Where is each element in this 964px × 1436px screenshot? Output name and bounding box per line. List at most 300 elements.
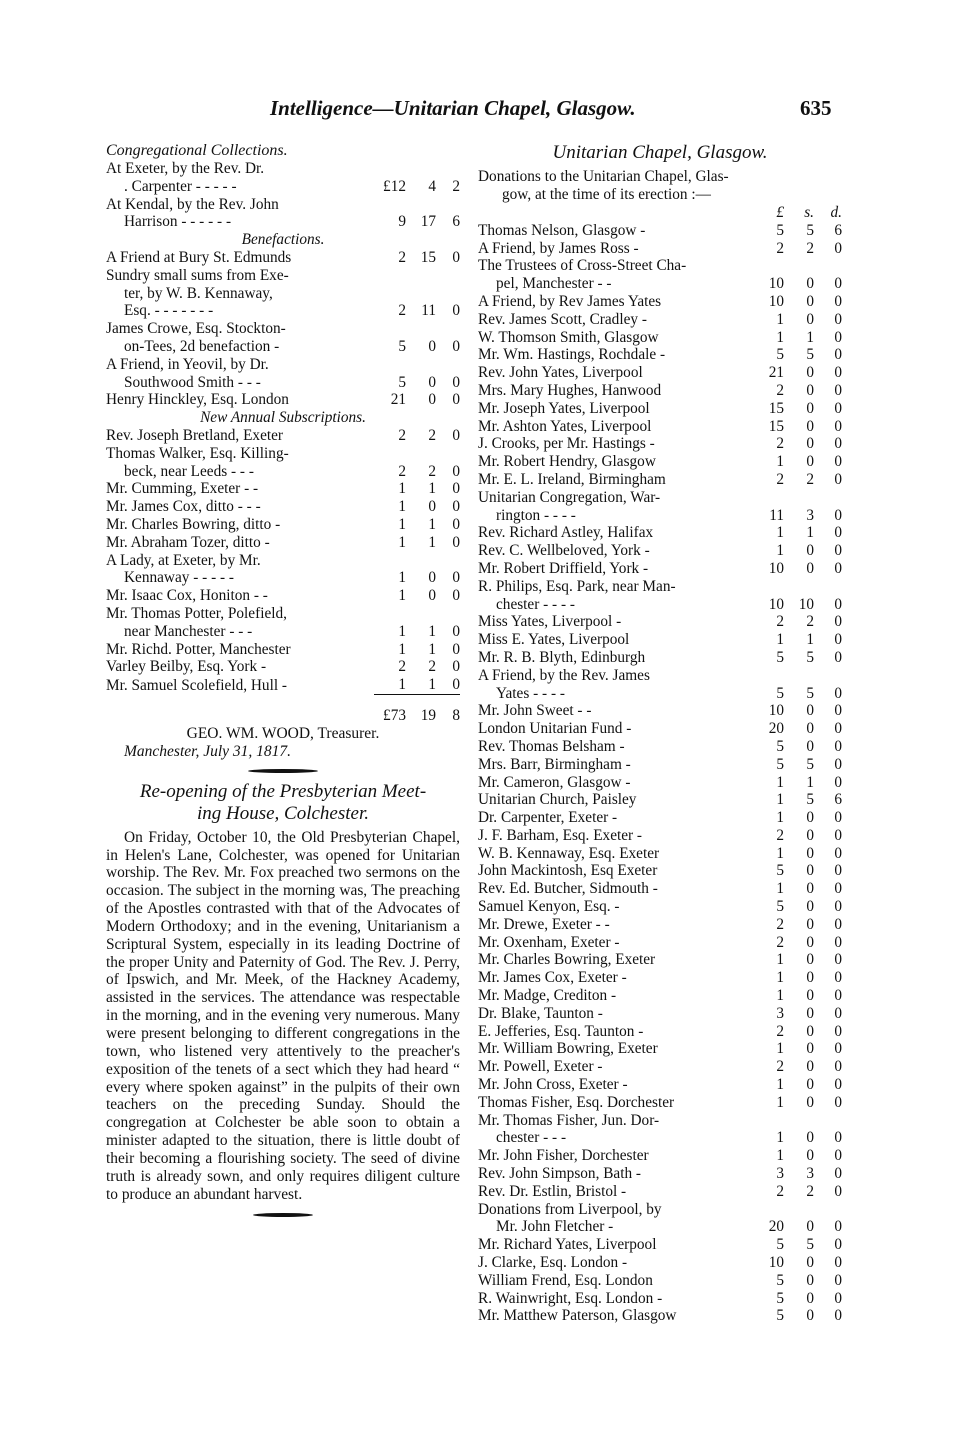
entry-pounds	[374, 320, 406, 338]
donation-row	[478, 471, 842, 489]
entry-pounds: 5	[776, 221, 784, 239]
entry-pence	[436, 160, 460, 178]
entry-pounds: 5	[398, 337, 406, 355]
entry-shillings: 1	[806, 328, 814, 346]
entry-pounds: 10	[768, 559, 784, 577]
entry-text: Mr. Joseph Yates, Liverpool	[478, 399, 650, 417]
entry-text: Mr. Charles Bowring, ditto -	[106, 515, 281, 533]
entry-pence: 0	[834, 915, 842, 933]
entry-pence	[436, 605, 460, 623]
entry-text: Mr. Isaac Cox, Honiton - -	[106, 587, 268, 605]
donation-row	[478, 364, 842, 382]
entry-text: Samuel Kenyon, Esq. -	[478, 898, 620, 916]
entry-text: . Carpenter - - - - -	[124, 177, 237, 195]
entry-pounds: 5	[776, 1271, 784, 1289]
subscription-row	[106, 623, 460, 641]
entry-shillings: 0	[806, 1076, 814, 1094]
entry-shillings: 1	[806, 524, 814, 542]
pounds-header: £	[776, 204, 784, 221]
entry-pounds: 2	[776, 381, 784, 399]
entry-shillings: 0	[428, 587, 436, 605]
entry-text: The Trustees of Cross-Street Cha-	[478, 257, 687, 275]
donation-row	[478, 774, 842, 792]
entry-text: Rev. Dr. Estlin, Bristol -	[478, 1182, 627, 1200]
entry-shillings: 2	[428, 426, 436, 444]
entry-pence: 0	[452, 498, 461, 516]
entry-pence: 0	[452, 462, 461, 480]
donation-row	[478, 916, 842, 934]
entry-pence: 0	[834, 773, 842, 791]
subscription-row	[106, 463, 460, 481]
entry-pence: 0	[834, 524, 842, 542]
subscription-row	[106, 676, 460, 694]
donations-intro	[478, 168, 842, 204]
entry-pounds: 5	[776, 755, 784, 773]
entry-pence: 6	[452, 213, 460, 231]
donation-row	[478, 596, 842, 614]
entry-shillings	[406, 285, 436, 303]
entry-text: pel, Manchester - -	[496, 275, 612, 293]
entry-text: Mr. R. B. Blyth, Edinburgh	[478, 648, 646, 666]
entry-text: Miss E. Yates, Liverpool	[478, 631, 630, 649]
donation-row	[478, 1307, 842, 1325]
entry-pence: 0	[834, 684, 842, 702]
entry-text: Rev. Richard Astley, Halifax	[478, 524, 654, 542]
donation-row	[478, 951, 842, 969]
entry-shillings	[784, 667, 814, 685]
donations-table	[478, 204, 842, 1325]
entry-shillings: 0	[428, 337, 436, 355]
donation-row	[478, 987, 842, 1005]
entry-text: At Exeter, by the Rev. Dr.	[106, 160, 265, 177]
total-row	[106, 694, 460, 724]
entry-text: Mr. Madge, Crediton -	[478, 987, 617, 1005]
entry-shillings: 0	[806, 826, 814, 844]
running-title: Intelligence—Unitarian Chapel, Glasgow.	[270, 96, 636, 120]
donation-row	[478, 969, 842, 987]
entry-shillings: 0	[806, 862, 814, 880]
entry-pounds: 1	[776, 969, 784, 987]
entry-shillings	[784, 1112, 814, 1130]
entry-text: Mr. James Cox, Exeter -	[478, 969, 627, 987]
donation-row	[478, 934, 842, 952]
entry-pounds	[750, 1201, 784, 1219]
benefaction-row	[106, 285, 460, 303]
page-number: 635	[800, 96, 832, 120]
entry-pence: 0	[834, 542, 842, 560]
donation-row	[478, 756, 842, 774]
article-title	[106, 781, 460, 825]
entry-text: Rev. John Simpson, Bath -	[478, 1165, 642, 1183]
currency-header	[478, 204, 842, 222]
donation-row	[478, 649, 842, 667]
donation-row	[478, 275, 842, 293]
entry-text: Thomas Fisher, Esq. Dorchester	[478, 1093, 675, 1111]
entry-pence	[814, 489, 842, 507]
entry-text: Mrs. Mary Hughes, Hanwood	[478, 381, 662, 399]
entry-pence	[436, 356, 460, 374]
entry-shillings: 0	[806, 310, 814, 328]
entry-pence: 0	[452, 480, 461, 498]
entry-text: R. Wainwright, Esq. London -	[478, 1289, 663, 1307]
entry-text: Mrs. Barr, Birmingham -	[478, 755, 631, 773]
subscription-row	[106, 516, 460, 534]
entry-pence: 0	[834, 987, 842, 1005]
benefaction-row	[106, 249, 460, 267]
entry-text: Esq. - - - - - - -	[124, 302, 214, 320]
donation-row	[478, 738, 842, 756]
article-title-line-2: ing House, Colchester.	[196, 802, 370, 824]
entry-pence: 0	[452, 533, 461, 551]
entry-pence: 0	[834, 880, 842, 898]
entry-text: J. F. Barham, Esq. Exeter -	[478, 826, 643, 844]
entry-text: Rev. James Scott, Cradley -	[478, 310, 647, 328]
entry-pence: 0	[834, 470, 842, 488]
donation-row	[478, 578, 842, 596]
entry-text: A Friend, in Yeovil, by Dr.	[106, 355, 269, 373]
entry-text: Rev. Ed. Butcher, Sidmouth -	[478, 880, 658, 898]
entry-pence: 0	[834, 702, 842, 720]
collections-table	[106, 160, 460, 231]
donation-row	[478, 257, 842, 275]
entry-pence: 0	[834, 1076, 842, 1094]
donation-row	[478, 1076, 842, 1094]
entry-pence: 0	[834, 1236, 842, 1254]
entry-shillings: 0	[806, 880, 814, 898]
entry-shillings: 0	[806, 915, 814, 933]
donation-row	[478, 613, 842, 631]
shillings-header: s.	[804, 204, 814, 221]
benefaction-row	[106, 267, 460, 285]
entry-shillings: 2	[806, 239, 814, 257]
entry-pence	[436, 285, 460, 303]
entry-pence: 0	[834, 933, 842, 951]
entry-pence: 0	[834, 346, 842, 364]
entry-pence: 0	[452, 569, 461, 587]
benefaction-row	[106, 374, 460, 392]
entry-pounds: 1	[776, 880, 784, 898]
entry-pence: 0	[452, 302, 461, 320]
donation-row	[478, 1094, 842, 1112]
entry-pence: 0	[834, 898, 842, 916]
donation-row	[478, 222, 842, 240]
entry-pounds: 1	[776, 791, 784, 809]
donation-row	[478, 898, 842, 916]
donation-row	[478, 293, 842, 311]
entry-text: James Crowe, Esq. Stockton-	[106, 320, 286, 338]
entry-shillings: 0	[806, 969, 814, 987]
entry-pounds: 1	[776, 1093, 784, 1111]
entry-pence	[814, 667, 842, 685]
entry-pence	[436, 445, 460, 463]
entry-shillings: 0	[806, 559, 814, 577]
entry-pence: 0	[834, 399, 842, 417]
entry-text: Mr. John Sweet - -	[478, 702, 592, 720]
entry-shillings	[784, 489, 814, 507]
donation-row	[478, 400, 842, 418]
entry-shillings: 0	[806, 275, 814, 293]
entry-shillings: 0	[806, 933, 814, 951]
entry-shillings: 0	[806, 1307, 814, 1325]
entry-pence: 0	[834, 951, 842, 969]
entry-pence: 2	[452, 177, 460, 195]
subscription-row	[106, 445, 460, 463]
entry-text: A Lady, at Exeter, by Mr.	[106, 551, 261, 569]
entry-text: London Unitarian Fund -	[478, 720, 632, 738]
left-column	[106, 142, 460, 1225]
entry-shillings	[784, 1201, 814, 1219]
entry-text: rington - - - -	[496, 506, 576, 524]
entry-pence: 0	[834, 506, 842, 524]
entry-text: Dr. Blake, Taunton -	[478, 1004, 603, 1022]
donation-row	[478, 1023, 842, 1041]
entry-pounds: 11	[769, 506, 784, 524]
entry-pence: 0	[834, 1254, 842, 1272]
entry-pounds: 2	[776, 933, 784, 951]
entry-shillings: 0	[806, 809, 814, 827]
entry-shillings: 0	[806, 1004, 814, 1022]
entry-pence: 0	[834, 1004, 842, 1022]
entry-shillings: 0	[806, 381, 814, 399]
entry-pounds: 1	[776, 542, 784, 560]
entry-pence: 0	[452, 515, 461, 533]
entry-pounds: 1	[776, 844, 784, 862]
entry-shillings	[406, 356, 436, 374]
entry-pounds: 2	[776, 915, 784, 933]
entry-pounds: 5	[776, 862, 784, 880]
ornament-divider	[248, 769, 318, 773]
entry-text: J. Crooks, per Mr. Hastings -	[478, 435, 655, 453]
entry-shillings: 2	[806, 613, 814, 631]
benefaction-row	[106, 302, 460, 320]
entry-shillings: 0	[806, 1218, 814, 1236]
donation-row	[478, 507, 842, 525]
entry-pounds: 10	[768, 595, 784, 613]
ornament-divider-end	[253, 1213, 313, 1217]
entry-pounds: 2	[776, 470, 784, 488]
entry-shillings	[406, 267, 436, 285]
entry-pounds	[750, 489, 784, 507]
entry-pence: 0	[834, 435, 842, 453]
entry-pence	[814, 1112, 842, 1130]
entry-text: Mr. Ashton Yates, Liverpool	[478, 417, 652, 435]
entry-shillings: 0	[806, 1022, 814, 1040]
entry-pounds: 2	[776, 239, 784, 257]
entry-shillings: 0	[806, 844, 814, 862]
entry-pounds: 5	[776, 898, 784, 916]
collection-row	[106, 160, 460, 178]
entry-pounds: 2	[776, 826, 784, 844]
entry-text: Kennaway - - - - -	[124, 569, 234, 587]
entry-pounds	[374, 356, 406, 374]
entry-text: beck, near Leeds - - -	[124, 462, 254, 480]
entry-pence: 0	[834, 381, 842, 399]
entry-pounds: 1	[776, 453, 784, 471]
entry-text: J. Clarke, Esq. London -	[478, 1254, 628, 1272]
entry-shillings: 17	[420, 213, 436, 231]
entry-pence: 0	[834, 826, 842, 844]
entry-shillings: 0	[806, 951, 814, 969]
entry-text: Mr. Powell, Exeter -	[478, 1058, 603, 1076]
entry-pounds: 5	[776, 737, 784, 755]
entry-pence: 0	[452, 426, 461, 444]
entry-shillings: 3	[806, 1165, 814, 1183]
entry-text: Mr. William Bowring, Exeter	[478, 1040, 658, 1058]
entry-text: Mr. Thomas Fisher, Jun. Dor-	[478, 1111, 660, 1129]
entry-pence: 0	[834, 720, 842, 738]
entry-shillings: 3	[806, 506, 814, 524]
donation-row	[478, 560, 842, 578]
donation-row	[478, 862, 842, 880]
entry-pence: 0	[452, 248, 461, 266]
entry-shillings: 10	[798, 595, 814, 613]
entry-shillings: 0	[806, 1129, 814, 1147]
entry-pence: 0	[834, 737, 842, 755]
total-pounds: £73	[374, 694, 406, 724]
entry-shillings: 2	[428, 462, 436, 480]
entry-pounds: 15	[768, 417, 784, 435]
entry-pounds: 2	[776, 613, 784, 631]
entry-pounds: 1	[776, 328, 784, 346]
entry-pence: 0	[834, 453, 842, 471]
entry-shillings: 2	[428, 658, 436, 676]
subscription-row	[106, 641, 460, 659]
entry-pence: 0	[834, 1129, 842, 1147]
donation-row	[478, 382, 842, 400]
entry-pounds: 20	[768, 1218, 784, 1236]
entry-shillings	[406, 605, 436, 623]
entry-pence: 0	[834, 969, 842, 987]
donation-row	[478, 1290, 842, 1308]
entry-text: Mr. Thomas Potter, Polefield,	[106, 604, 287, 622]
entry-shillings	[406, 196, 436, 214]
entry-pence	[436, 320, 460, 338]
entry-pounds	[374, 445, 406, 463]
entry-pence: 0	[834, 1058, 842, 1076]
donations-intro-line-1: Donations to the Unitarian Chapel, Glas-	[478, 168, 729, 185]
entry-shillings: 5	[806, 791, 814, 809]
entry-text: Mr. John Fletcher -	[496, 1218, 614, 1236]
donation-row	[478, 329, 842, 347]
entry-pence: 0	[834, 1218, 842, 1236]
entry-pounds: 3	[776, 1004, 784, 1022]
donation-row	[478, 453, 842, 471]
entry-shillings: 0	[428, 373, 436, 391]
entry-text: Rev. Joseph Bretland, Exeter	[106, 426, 283, 444]
entry-pounds: 1	[398, 480, 406, 498]
entry-pence: 0	[452, 587, 461, 605]
entry-pounds: 1	[398, 569, 406, 587]
entry-text: Mr. Richd. Potter, Manchester	[106, 640, 291, 658]
subscription-row	[106, 480, 460, 498]
entry-pounds	[750, 257, 784, 275]
entry-pence: 0	[452, 337, 461, 355]
entry-shillings: 0	[806, 1271, 814, 1289]
entry-shillings	[406, 320, 436, 338]
total-pence: 8	[436, 694, 460, 724]
donation-row	[478, 720, 842, 738]
entry-text: Mr. Abraham Tozer, ditto -	[106, 533, 270, 551]
donation-row	[478, 346, 842, 364]
entry-shillings: 5	[806, 221, 814, 239]
collections-heading: Congregational Collections.	[106, 142, 288, 159]
entry-shillings: 5	[806, 648, 814, 666]
entry-pounds: 1	[776, 773, 784, 791]
entry-text: Unitarian Church, Paisley	[478, 791, 637, 809]
entry-text: Southwood Smith - - -	[124, 373, 261, 391]
entry-text: on-Tees, 2d benefaction -	[124, 337, 280, 355]
entry-shillings	[784, 578, 814, 596]
subscription-row	[106, 569, 460, 587]
entry-pounds: 20	[768, 720, 784, 738]
entry-text: Mr. James Cox, ditto - - -	[106, 498, 261, 516]
entry-pence: 0	[834, 1182, 842, 1200]
entry-text: A Friend at Bury St. Edmunds	[106, 248, 292, 266]
donation-row	[478, 1112, 842, 1130]
entry-pounds: 9	[398, 213, 406, 231]
entry-pounds: 5	[776, 1307, 784, 1325]
entry-shillings: 2	[806, 1182, 814, 1200]
entry-shillings: 0	[806, 453, 814, 471]
entry-shillings: 5	[806, 1236, 814, 1254]
entry-shillings: 5	[806, 346, 814, 364]
entry-shillings: 0	[806, 1058, 814, 1076]
entry-pounds: 2	[398, 302, 406, 320]
entry-shillings: 0	[806, 399, 814, 417]
entry-pence: 0	[834, 559, 842, 577]
entry-pounds: 15	[768, 399, 784, 417]
entry-text: Mr. Robert Hendry, Glasgow	[478, 453, 656, 471]
entry-shillings: 4	[428, 177, 436, 195]
entry-pence: 0	[834, 755, 842, 773]
donation-row	[478, 631, 842, 649]
entry-pounds: 21	[390, 391, 406, 409]
total-shillings: 19	[406, 694, 436, 724]
subscription-row	[106, 605, 460, 623]
donation-row	[478, 311, 842, 329]
entry-pounds: 1	[398, 622, 406, 640]
entry-shillings: 11	[421, 302, 436, 320]
entry-pence: 0	[834, 310, 842, 328]
entry-pence: 0	[834, 275, 842, 293]
entry-pounds: 1	[776, 524, 784, 542]
entry-pence: 0	[834, 631, 842, 649]
entry-shillings: 0	[806, 898, 814, 916]
entry-text: William Frend, Esq. London	[478, 1271, 653, 1289]
entry-pence	[436, 552, 460, 570]
entry-pounds: 10	[768, 292, 784, 310]
entry-pence: 0	[834, 844, 842, 862]
entry-pence: 0	[834, 417, 842, 435]
entry-pence	[436, 196, 460, 214]
right-column	[478, 142, 842, 1325]
donation-row	[478, 667, 842, 685]
entry-shillings: 5	[806, 755, 814, 773]
entry-pence	[436, 267, 460, 285]
donation-row	[478, 827, 842, 845]
collection-row	[106, 178, 460, 196]
entry-pence: 0	[834, 239, 842, 257]
entry-pounds: 1	[398, 587, 406, 605]
entry-pounds: 2	[776, 1182, 784, 1200]
entry-text: Mr. Richard Yates, Liverpool	[478, 1236, 657, 1254]
article-title-line-1: Re-opening of the Presbyterian Meet-	[139, 780, 427, 802]
subscription-row	[106, 658, 460, 676]
entry-text: Dr. Carpenter, Exeter -	[478, 809, 618, 827]
entry-text: Varley Beilby, Esq. York -	[106, 658, 267, 676]
entry-shillings: 0	[806, 737, 814, 755]
entry-pounds: 2	[398, 658, 406, 676]
